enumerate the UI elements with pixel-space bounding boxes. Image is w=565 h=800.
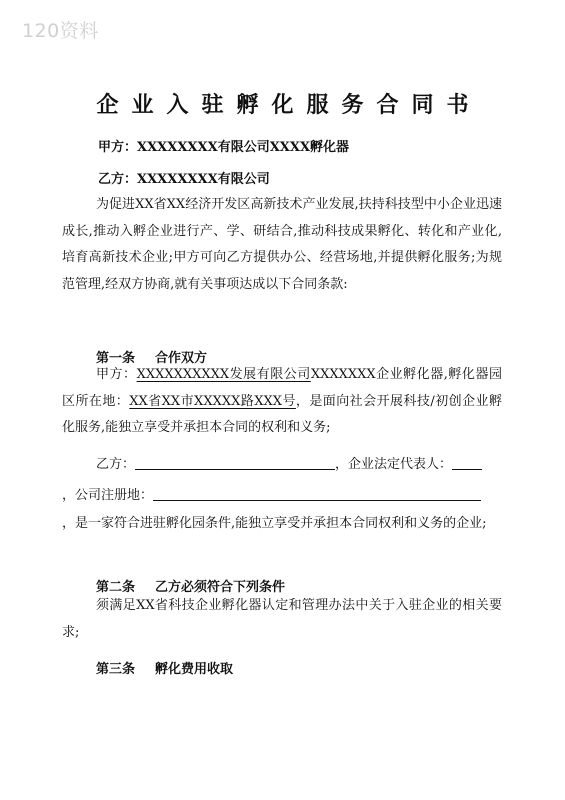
party-b-info-line xyxy=(62,452,502,479)
article-3-heading xyxy=(96,658,233,677)
registration-line xyxy=(62,483,502,510)
registration-label: ，公司注册地： xyxy=(62,488,154,503)
article-2-body: 须满足XX省科技企业孵化器认定和管理办法中关于入驻企业的相关要求; xyxy=(62,598,502,640)
preamble-paragraph: 为促进XX省XX经济开发区高新技术产业发展,扶持科技型中小企业迅速成长,推动入孵企业进行产、学、研结合,推动科技成果孵化、转化和产业化,培育高新技术企业;甲方可向乙方提供办公、经营场地,并提供孵化服务;为规范管理,经双方协商,就有关事项达成以下合同条款: xyxy=(62,197,502,292)
article-2-number: 第二条 xyxy=(96,580,136,595)
party-b-label: 乙方： xyxy=(96,457,136,472)
article-1-party-a-paragraph xyxy=(62,362,502,442)
article-2-title: 乙方必须符合下列条件 xyxy=(155,580,286,595)
party-b-description: ，是一家符合进驻孵化园条件,能独立享受并承担本合同权利和义务的企业; xyxy=(62,516,487,531)
legal-rep-label: ，企业法定代表人： xyxy=(335,457,453,472)
party-a-company: XXXXXXXXXX发展有限公司 xyxy=(136,367,311,382)
party-a-address: XX省XX市XXXXX路XXX号 xyxy=(129,393,296,409)
document-title: 企业入驻孵化服务合同书 xyxy=(96,92,482,118)
article-3-title: 孵化费用收取 xyxy=(155,662,234,677)
article-1-title: 合作双方 xyxy=(155,351,208,366)
party-a-incubator: XXXXXXX企业孵化器,孵化器园区所在地： xyxy=(62,367,502,409)
party-a-line: 甲方：XXXXXXXX有限公司XXXX孵化器 xyxy=(98,140,350,155)
article-3-number: 第三条 xyxy=(96,662,136,677)
party-b-line: 乙方：XXXXXXXX有限公司 xyxy=(98,172,270,187)
party-a-label: 甲方： xyxy=(96,367,137,382)
article-1-number: 第一条 xyxy=(96,351,136,366)
watermark: 120资料 xyxy=(22,20,99,42)
registration-blank xyxy=(153,486,481,501)
party-b-name-blank xyxy=(135,455,335,470)
party-a-description: ，是面向社会开展科技/初创企业孵化服务,能独立享受并承担本合同的权利和义务; xyxy=(62,393,502,435)
legal-rep-blank xyxy=(452,455,482,470)
